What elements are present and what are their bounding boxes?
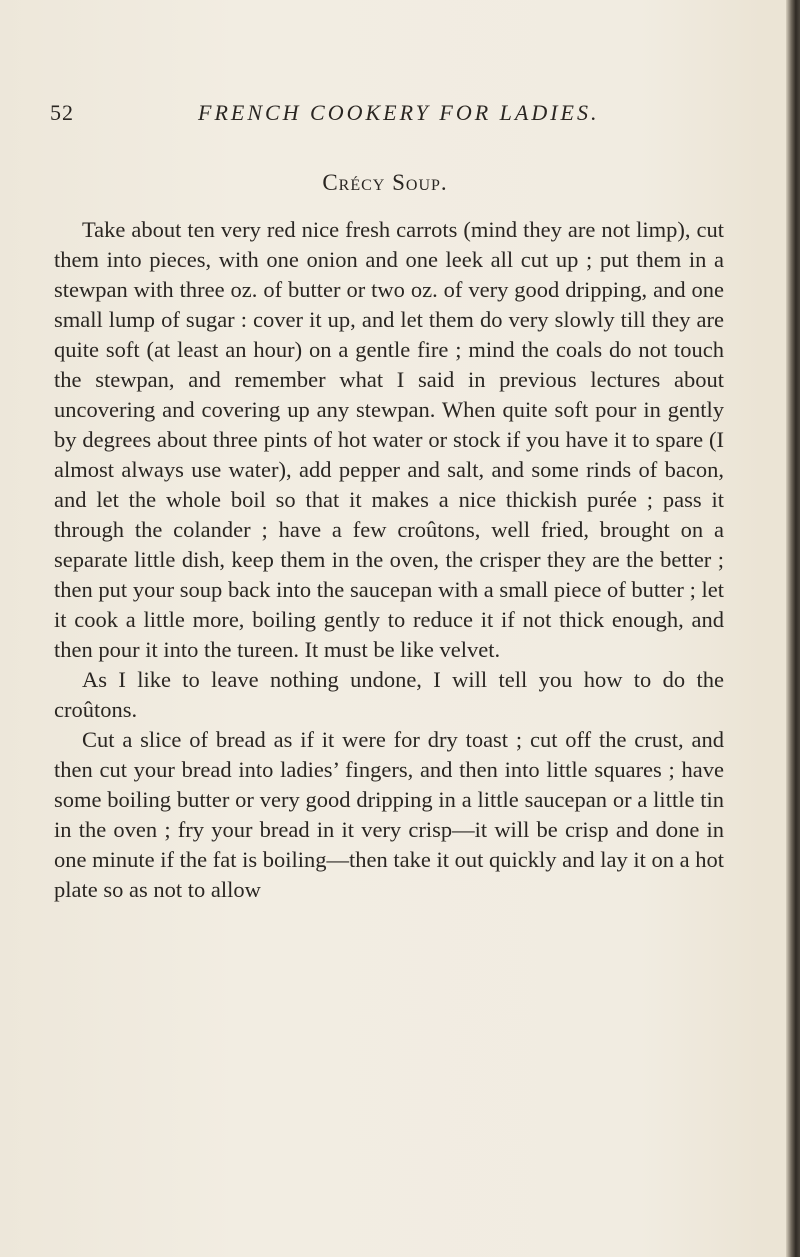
running-head: FRENCH COOKERY FOR LADIES. [198,100,600,125]
recipe-paragraph-3: Cut a slice of bread as if it were for dry toast ; cut off the crust, and then cut your bread into ladies’ fingers, and then into little squares ; have some boiling butter or very good dripping in a little saucepan or a little tin in the oven ; fry your bread in it very crisp—it will be crisp and done in one minute if the fat is boiling—then take it out quickly and lay it on a hot plate so as not to allow [54,727,724,902]
page-header [50,100,750,140]
recipe-title: Crécy Soup. [322,170,448,195]
recipe-body [54,215,724,905]
page-number: 52 [50,100,74,125]
book-binding-edge [786,0,800,1257]
recipe-paragraph-2: As I like to leave nothing undone, I will tell you how to do the croûtons. [54,667,724,722]
recipe-paragraph-1: Take about ten very red nice fresh carrots (mind they are not limp), cut them into pieces, with one onion and one leek all cut up ; put them in a stewpan with three oz. of butter or two oz. of very good dripping, and one small lump of sugar : cover it up, and let them do very slowly till they are quite soft (at least an hour) on a gentle fire ; mind the coals do not touch the stewpan, and remember what I said in previous lectures about uncovering and covering up any stewpan. When quite soft pour in gently by degrees about three pints of hot water or stock if you have it to spare (I almost always use water), add pepper and salt, and some rinds of bacon, and let the whole boil so that it makes a nice thickish purée ; pass it through the colander ; have a few croûtons, well fried, brought on a separate little dish, keep them in the oven, the crisper they are the better ; then put your soup back into the saucepan with a small piece of butter ; let it cook a little more, boiling gently to reduce it if not thick enough, and then pour it into the tureen. It must be like velvet. [54,217,724,662]
